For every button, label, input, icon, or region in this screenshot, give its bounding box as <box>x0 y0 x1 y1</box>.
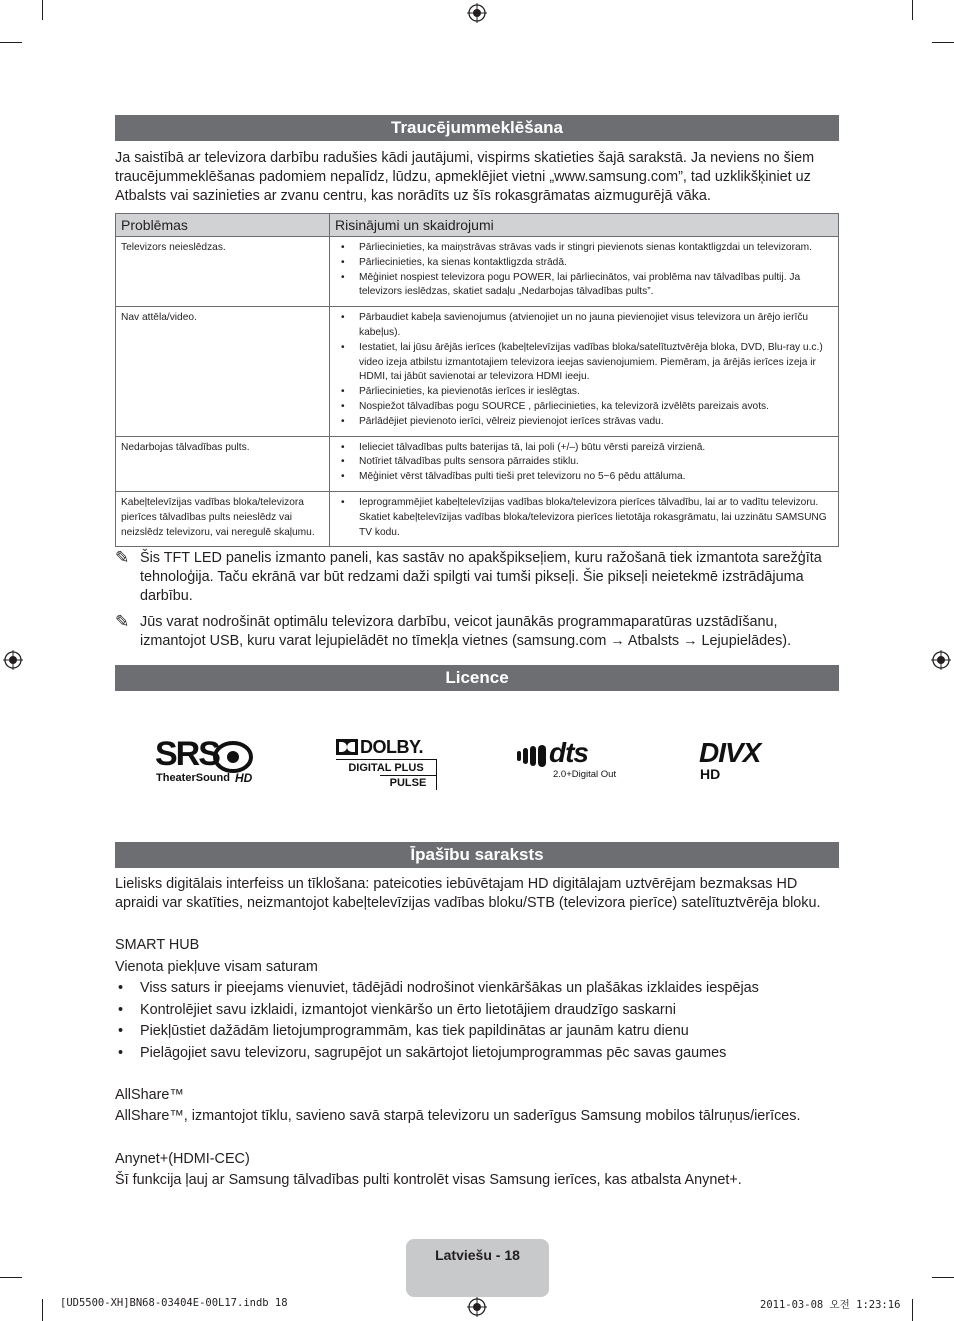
problem-cell: Televizors neieslēdzas. <box>116 237 330 307</box>
table-row <box>116 237 839 307</box>
note-pencil-icon: ✎ <box>115 612 130 631</box>
solution-item: • Nospiežot tālvadības pogu SOURCE , pārliecinieties, ka televizorā izvēlēts pareizais avots. <box>335 400 833 415</box>
dolby-logo <box>336 737 438 791</box>
solution-cell <box>330 307 839 436</box>
licence-heading: Licence <box>115 665 839 691</box>
page-number-badge: Latviešu - 18 <box>406 1239 549 1297</box>
srs-logo-emblem-icon <box>213 740 253 774</box>
crop-mark <box>0 1277 22 1278</box>
solution-item: • Pārliecinieties, ka pievienotās ierīces ir ieslēgtas. <box>335 385 833 400</box>
note-text: Šis TFT LED panelis izmanto paneli, kas sastāv no apakšpikseļiem, kuru ražošanā tiek izmantota sarežģīta tehnoloģija. Taču ekrānā var būt redzami daži spilgti vai tumši pikseļi. Šie pikseļi neietekmē izstrādājuma darbību. <box>140 550 822 604</box>
srs-logo <box>155 735 260 788</box>
srs-logo-hd: HD <box>235 771 253 785</box>
registration-mark-icon <box>3 650 23 670</box>
solution-item: • Notīriet tālvadības pults sensora pārraides stiklu. <box>335 455 833 470</box>
crop-mark <box>912 0 913 20</box>
solution-item: • Iestatiet, lai jūsu ārējās ierīces (kabeļtelevīzijas vadības bloka/satelītuztvērēja bloka, DVD, Blu-ray u.c.) video izeja atbilstu izmantotajiem televizora ieejas savienojumiem. Piemēram, ja ārējās ierīces izeja ir HDMI, tai jābūt savienotai ar televizora HDMI ieeju. <box>335 341 833 385</box>
note-text: Jūs varat nodrošināt optimālu televizora darbību, veicot jaunākās programmaparatūras uzstādīšanu, izmantojot USB, kuru varat lejupielādēt no tīmekļa vietnes (samsung.com → Atbalsts → Lejupielādes). <box>140 614 792 649</box>
features-heading: Īpašību saraksts <box>115 842 839 868</box>
crop-mark <box>0 42 22 43</box>
anynet-heading: Anynet+(HDMI-CEC) <box>115 1151 250 1167</box>
smart-hub-heading: SMART HUB <box>115 937 200 953</box>
list-item: • Piekļūstiet dažādām lietojumprogrammām, kas tiek papildinātas ar jaunām katru dienu <box>115 1022 839 1044</box>
table-row <box>116 436 839 491</box>
divx-logo-text: DIVX <box>699 737 761 768</box>
crop-mark <box>932 42 954 43</box>
srs-logo-subtext: TheaterSound <box>156 772 230 784</box>
troubleshooting-intro: Ja saistībā ar televizora darbību radušies kādi jautājumi, vispirms skatieties šajā sarakstā. Ja neviens no šiem traucējummeklēšanas padomiem nepalīdz, lūdzu, apmeklējiet vietni „www.samsung.com”, tad uzklikšķiniet uz Atbalsts vai sazinieties ar zvanu centru, kas norādīts uz šīs rokasgrāmatas aizmugurējā vāka. <box>115 150 815 204</box>
print-slug-left: [UD5500-XH]BN68-03404E-00L17.indb 18 <box>60 1297 288 1309</box>
solution-cell <box>330 237 839 307</box>
divx-logo-hd: HD <box>700 766 721 782</box>
crop-mark <box>42 0 43 20</box>
solution-cell <box>330 491 839 546</box>
allshare-text: AllShare™, izmantojot tīklu, savieno savā starpā televizoru un saderīgus Samsung mobilos tālruņus/ierīces. <box>115 1108 801 1124</box>
smart-hub-list <box>115 979 839 1065</box>
column-header-solution: Risinājumi un skaidrojumi <box>330 214 839 237</box>
registration-mark-icon <box>931 650 951 670</box>
note-firmware <box>115 613 839 651</box>
dolby-pulse: PULSE <box>380 775 437 790</box>
divx-logo <box>699 737 799 782</box>
solution-item: • Mēģiniet nospiest televizora pogu POWER, lai pārliecinātos, vai problēma nav tālvadības pultij. Ja televizors ieslēdzas, skatiet sadaļu „Nedarbojas tālvadības pults”. <box>335 271 833 301</box>
dts-wave-icon <box>517 745 551 767</box>
crop-mark <box>932 1277 954 1278</box>
registration-mark-icon <box>467 3 487 23</box>
solution-item: • Pārliecinieties, ka maiņstrāvas strāvas vads ir stingri pievienots sienas kontaktligzdai un televizoram. <box>335 241 833 256</box>
problem-cell: Nedarbojas tālvadības pults. <box>116 436 330 491</box>
column-header-problem: Problēmas <box>116 214 330 237</box>
list-item: • Kontrolējiet savu izklaidi, izmantojot vienkāršo un ērto lietotājiem draudzīgo saskarni <box>115 1001 839 1023</box>
troubleshooting-heading: Traucējummeklēšana <box>115 115 839 141</box>
crop-mark <box>42 1299 43 1321</box>
table-row <box>116 491 839 546</box>
list-item: • Viss saturs ir pieejams vienuviet, tādējādi nodrošinot vienkāršākas un plašākas izklaides iespējas <box>115 979 839 1001</box>
dolby-double-d-icon <box>336 739 358 755</box>
dolby-logo-text: DOLBY. <box>360 737 424 757</box>
solution-item: • Pārlādējiet pievienoto ierīci, vēlreiz pievienojot ierīces strāvas vadu. <box>335 415 833 430</box>
solution-item: • Ieprogrammējiet kabeļtelevīzijas vadības bloka/televizora pierīces tālvadību, lai ar to vadītu televizoru. Skatiet kabeļtelevīzijas vadības bloka/televizora pierīces lietotāja rokasgrāmatu, lai uzzinātu SAMSUNG TV kodu. <box>335 496 833 540</box>
crop-mark <box>912 1299 913 1321</box>
solution-item: • Pārbaudiet kabeļa savienojumus (atvienojiet un no jauna pievienojiet visus televizora un ārējo ierīču kabeļus). <box>335 311 833 341</box>
anynet-text: Šī funkcija ļauj ar Samsung tālvadības pulti kontrolēt visas Samsung ierīces, kas atbalsta Anynet+. <box>115 1172 742 1188</box>
print-slug-right: 2011-03-08 오전 1:23:16 <box>760 1299 901 1311</box>
dolby-digital-plus: DIGITAL PLUS <box>336 759 437 775</box>
dts-logo <box>517 737 622 783</box>
note-pencil-icon: ✎ <box>115 548 130 567</box>
table-row <box>116 307 839 436</box>
problem-cell: Kabeļtelevīzijas vadības bloka/televizora pierīces tālvadības pults neieslēdz vai neizslēdz televizoru, vai neregulē skaļumu. <box>116 491 330 546</box>
srs-logo-text: SRS <box>155 735 219 773</box>
solution-item: • Pārliecinieties, ka sienas kontaktligzda strādā. <box>335 256 833 271</box>
problem-cell: Nav attēla/video. <box>116 307 330 436</box>
list-item: • Pielāgojiet savu televizoru, sagrupējot un sakārtojot lietojumprogrammas pēc savas gaumes <box>115 1044 839 1066</box>
allshare-heading: AllShare™ <box>115 1087 184 1103</box>
features-intro: Lielisks digitālais interfeiss un tīklošana: pateicoties iebūvētajam HD digitālajam uztvērējam bezmaksas HD apraidi var skatīties, neizmantojot kabeļtelevīzijas vadības bloku/STB (televizora pierīce) satelītuztvērēja bloku. <box>115 876 821 911</box>
smart-hub-subtitle: Vienota piekļuve visam saturam <box>115 959 318 975</box>
dts-logo-subtext: 2.0+Digital Out <box>553 769 617 780</box>
solution-item: • Ielieciet tālvadības pults baterijas tā, lai poli (+/–) būtu vērsti pareizā virzienā. <box>335 441 833 456</box>
note-tft-panel <box>115 549 839 606</box>
troubleshooting-table <box>115 213 839 547</box>
table-header-row <box>116 214 839 237</box>
registration-mark-icon <box>467 1297 487 1317</box>
solution-cell <box>330 436 839 491</box>
solution-item: • Mēģiniet vērst tālvadības pulti tieši pret televizoru no 5~6 pēdu attāluma. <box>335 470 833 485</box>
dts-logo-text: dts <box>549 737 588 768</box>
